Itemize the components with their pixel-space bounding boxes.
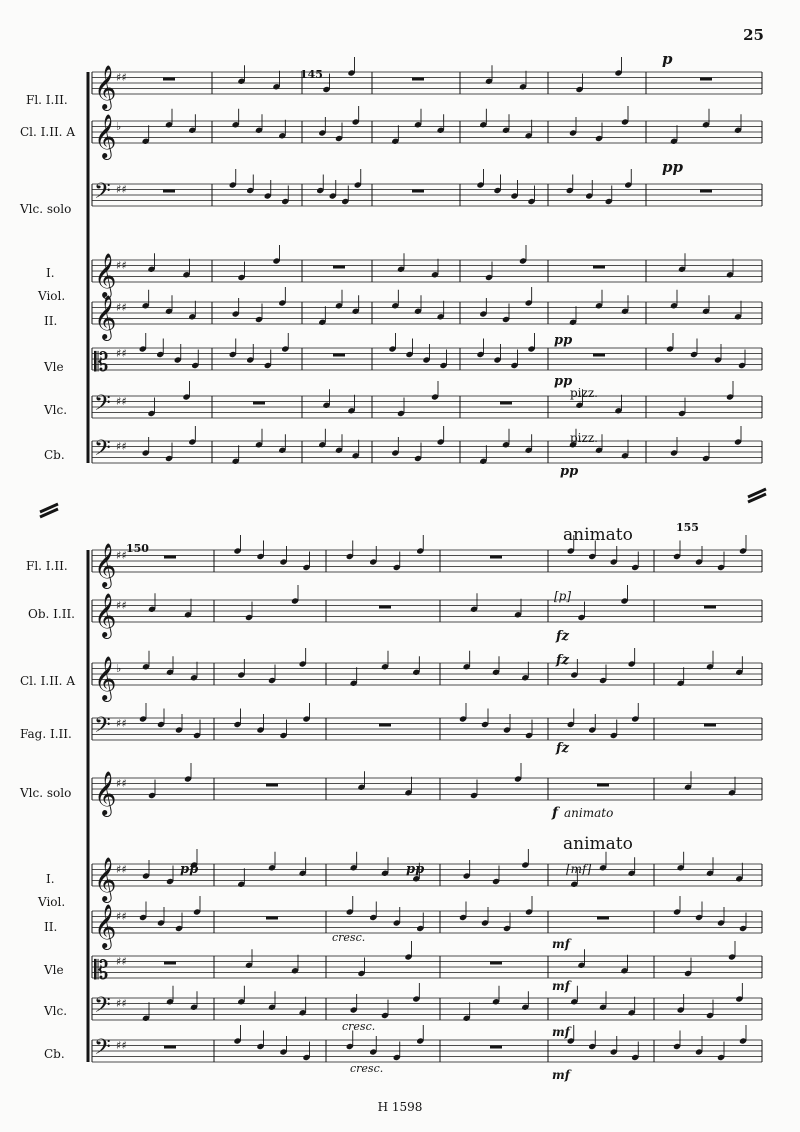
- key-signature: ♯♯: [116, 910, 127, 923]
- label-violin-1-2: I.: [46, 872, 55, 886]
- system-separator-right: [748, 489, 766, 502]
- dynamic-bassoon-fz: fz: [556, 741, 569, 756]
- dynamic-oboe-fz: fz: [556, 629, 569, 644]
- dynamic-bass-mf: mf: [552, 1068, 570, 1082]
- dynamic-flute-p-bracket: [p]: [554, 589, 572, 603]
- whole-rest: [700, 78, 712, 81]
- key-signature: ♯♯: [116, 599, 127, 612]
- page-number: 25: [743, 26, 764, 44]
- label-cellos-2: Vlc.: [44, 1004, 68, 1018]
- whole-rest: [700, 190, 712, 193]
- key-signature: ♯♯: [116, 71, 127, 84]
- tempo-animato-top: animato: [563, 525, 633, 545]
- dynamic-violin2-pp: pp: [554, 333, 573, 348]
- whole-rest: [490, 556, 502, 559]
- key-signature: ♯♯: [116, 1039, 127, 1052]
- key-signature: ♯♯: [116, 440, 127, 453]
- key-signature: ♭: [116, 662, 122, 675]
- cresc-violin2: cresc.: [332, 931, 366, 944]
- label-violin-2: II.: [44, 314, 58, 328]
- dynamic-clarinet-pp: pp: [662, 158, 683, 176]
- label-basses: Cb.: [44, 448, 65, 462]
- bass-clef: 𝄢: [94, 1035, 111, 1065]
- bass-clef: 𝄢: [94, 179, 111, 209]
- label-cellos: Vlc.: [44, 403, 68, 417]
- whole-rest: [704, 724, 716, 727]
- dynamic-violin-mf-bracket: [mf]: [566, 862, 592, 876]
- cello-pizz: pizz.: [570, 386, 598, 400]
- dynamic-viola-mf: mf: [552, 979, 570, 993]
- dynamic-bass-pp: pp: [560, 464, 579, 479]
- treble-clef: 𝄞: [94, 253, 117, 297]
- whole-rest: [333, 354, 345, 357]
- key-signature: ♯♯: [116, 347, 127, 360]
- whole-rest: [490, 1046, 502, 1049]
- dynamic-cello-mf: mf: [552, 1025, 570, 1039]
- alto-clef: 𝄡: [94, 956, 109, 986]
- label-bassoons: Fag. I.II.: [20, 727, 72, 741]
- key-signature: ♯♯: [116, 301, 127, 314]
- dynamic-violin2-mf: mf: [552, 937, 570, 951]
- label-violin-1: I.: [46, 266, 55, 280]
- label-violas: Vle: [44, 360, 64, 374]
- whole-rest: [500, 402, 512, 405]
- cresc-bass: cresc.: [350, 1062, 384, 1075]
- solo-animato: animato: [564, 806, 614, 820]
- treble-clef: 𝄞: [94, 857, 117, 901]
- whole-rest: [593, 354, 605, 357]
- key-signature: ♯♯: [116, 777, 127, 790]
- key-signature: ♯♯: [116, 863, 127, 876]
- label-violins: Viol.: [38, 289, 66, 303]
- key-signature: ♯♯: [116, 395, 127, 408]
- whole-rest: [597, 784, 609, 787]
- whole-rest: [412, 190, 424, 193]
- treble-clef: 𝄞: [94, 771, 117, 815]
- dynamic-flute-p: p: [662, 50, 673, 68]
- measure-number-150: 150: [126, 542, 149, 555]
- label-flutes: Fl. I.II.: [26, 93, 68, 107]
- label-violin-2-2: II.: [44, 920, 58, 934]
- alto-clef: 𝄡: [94, 348, 109, 378]
- plate-number: H 1598: [377, 1100, 423, 1114]
- label-oboes: Ob. I.II.: [28, 607, 75, 621]
- whole-rest: [379, 724, 391, 727]
- label-violins-2: Viol.: [38, 895, 66, 909]
- dynamic-violin-pp-1: pp: [180, 862, 199, 877]
- dynamic-clarinet-fz: fz: [556, 653, 569, 668]
- dynamic-viola-pp: pp: [554, 374, 573, 389]
- whole-rest: [163, 190, 175, 193]
- dynamic-solo-f: f: [552, 805, 559, 821]
- bass-clef: 𝄢: [94, 993, 111, 1023]
- key-signature: ♭: [116, 120, 122, 133]
- system-separator-left: [40, 504, 58, 517]
- bass-clef: 𝄢: [94, 436, 111, 466]
- label-cello-solo-2: Vlc. solo: [20, 786, 72, 800]
- treble-clef: 𝄞: [94, 65, 117, 109]
- treble-clef: 𝄞: [94, 904, 117, 948]
- whole-rest: [490, 962, 502, 965]
- treble-clef: 𝄞: [94, 295, 117, 339]
- whole-rest: [266, 784, 278, 787]
- treble-clef: 𝄞: [94, 593, 117, 637]
- measure-number-155: 155: [676, 521, 699, 534]
- treble-clef: 𝄞: [94, 656, 117, 700]
- whole-rest: [412, 78, 424, 81]
- key-signature: ♯♯: [116, 955, 127, 968]
- whole-rest: [164, 962, 176, 965]
- measure-number-145: 145: [300, 68, 323, 81]
- label-flutes-2: Fl. I.II.: [26, 559, 68, 573]
- whole-rest: [379, 606, 391, 609]
- dynamic-violin-pp-2: pp: [406, 862, 425, 877]
- treble-clef: 𝄞: [94, 543, 117, 587]
- whole-rest: [333, 266, 345, 269]
- whole-rest: [597, 917, 609, 920]
- whole-rest: [163, 78, 175, 81]
- key-signature: ♯♯: [116, 549, 127, 562]
- label-basses-2: Cb.: [44, 1047, 65, 1061]
- bass-clef: 𝄢: [94, 391, 111, 421]
- label-clarinets: Cl. I.II. A: [20, 125, 75, 139]
- label-cello-solo: Vlc. solo: [20, 202, 72, 216]
- key-signature: ♯♯: [116, 717, 127, 730]
- key-signature: ♯♯: [116, 259, 127, 272]
- key-signature: ♯♯: [116, 997, 127, 1010]
- treble-clef: 𝄞: [94, 114, 117, 158]
- whole-rest: [164, 1046, 176, 1049]
- bass-pizz: pizz.: [570, 431, 598, 445]
- key-signature: ♯♯: [116, 183, 127, 196]
- label-clarinets-2: Cl. I.II. A: [20, 674, 75, 688]
- tempo-animato-strings: animato: [563, 834, 633, 854]
- whole-rest: [593, 266, 605, 269]
- whole-rest: [266, 917, 278, 920]
- whole-rest: [704, 606, 716, 609]
- label-violas-2: Vle: [44, 963, 64, 977]
- cresc-cello: cresc.: [342, 1020, 376, 1033]
- whole-rest: [164, 556, 176, 559]
- whole-rest: [253, 402, 265, 405]
- bass-clef: 𝄢: [94, 713, 111, 743]
